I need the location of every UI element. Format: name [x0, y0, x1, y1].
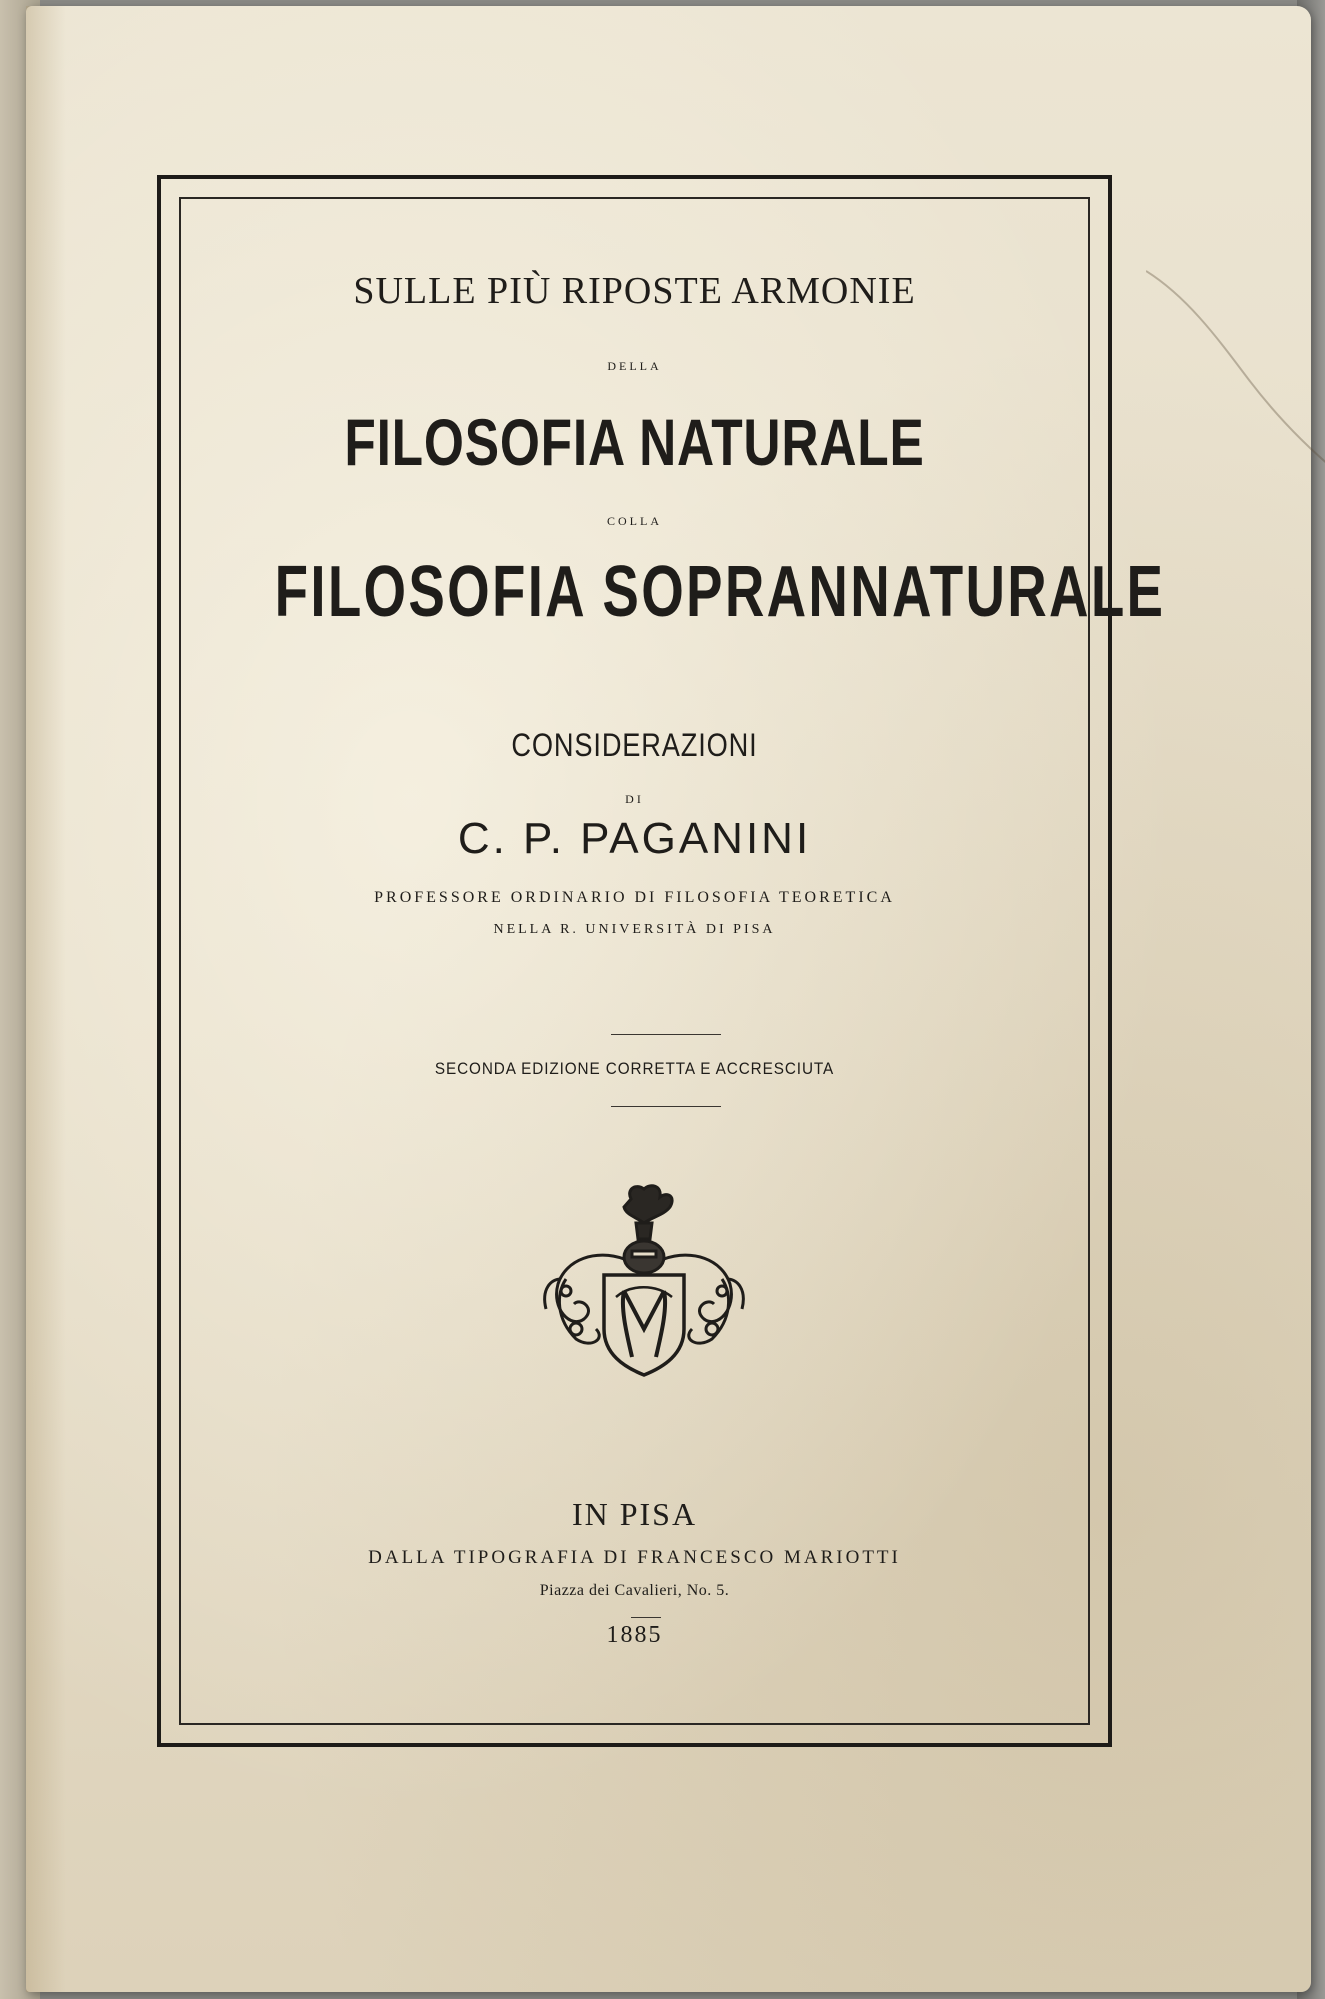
connector-colla: COLLA	[607, 514, 662, 528]
title-line-1: SULLE PIÙ RIPOSTE ARMONIE	[353, 270, 916, 312]
main-title-2: FILOSOFIA SOPRANNATURALE	[274, 552, 1166, 632]
connector-della: DELLA	[607, 359, 662, 373]
publication-year: 1885	[606, 1622, 663, 1648]
divider-bottom	[611, 1106, 721, 1107]
edition-note: SECONDA EDIZIONE CORRETTA E ACCRESCIUTA	[434, 1059, 835, 1078]
publication-place: IN PISA	[571, 1496, 698, 1532]
author-position: PROFESSORE ORDINARIO DI FILOSOFIA TEORETICA	[374, 889, 895, 906]
divider-year	[631, 1617, 661, 1618]
subtitle: CONSIDERAZIONI	[511, 727, 758, 763]
main-title-1: FILOSOFIA NATURALE	[344, 405, 925, 479]
divider-top	[611, 1034, 721, 1035]
title-frame	[157, 175, 1166, 1747]
printer-mark-crest-icon	[536, 1179, 746, 1389]
paper-crease	[1146, 266, 1325, 476]
connector-di: DI	[625, 792, 644, 806]
printer-name: DALLA TIPOGRAFIA DI FRANCESCO MARIOTTI	[368, 1547, 901, 1568]
author-name: C. P. PAGANINI	[457, 814, 812, 863]
book-cover	[26, 6, 1311, 1992]
printer-address: Piazza dei Cavalieri, No. 5.	[539, 1582, 730, 1599]
author-institution: NELLA R. UNIVERSITÀ DI PISA	[493, 922, 776, 937]
